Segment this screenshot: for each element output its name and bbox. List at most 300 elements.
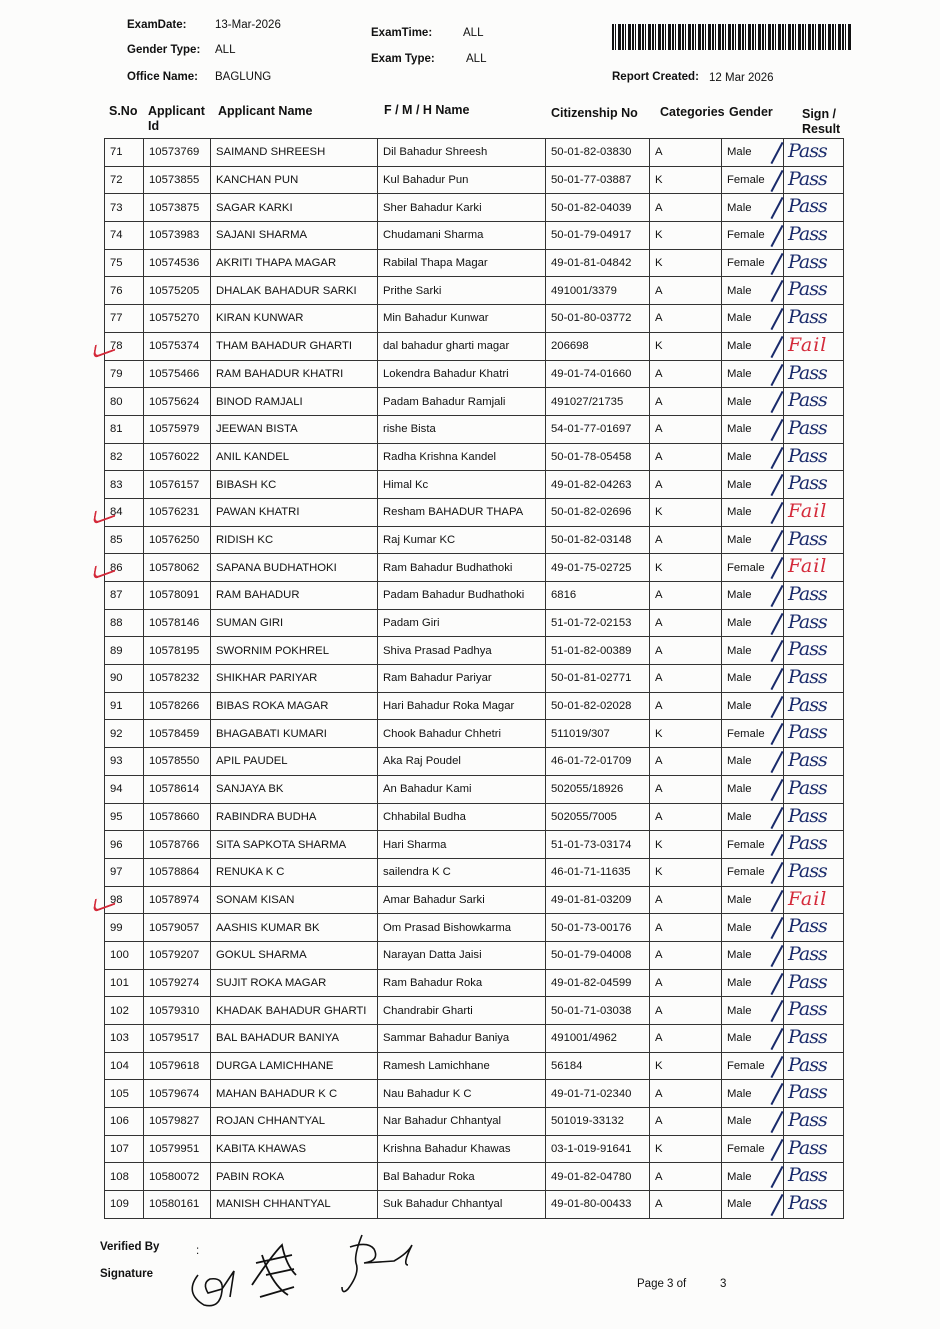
- cell-category: K: [650, 332, 722, 360]
- exam-time-label: ExamTime:: [371, 27, 433, 39]
- cell-sno: 106: [105, 1108, 144, 1136]
- cell-sign-result: [784, 637, 844, 665]
- cell-gender: Male: [722, 803, 784, 831]
- cell-category: A: [650, 1163, 722, 1191]
- col-gender: Gender: [729, 105, 773, 119]
- cell-fmh-name: Hari Sharma: [378, 831, 546, 859]
- cell-applicant-name: ANIL KANDEL: [211, 443, 378, 471]
- cell-fmh-name: Lokendra Bahadur Khatri: [378, 360, 546, 388]
- cell-category: A: [650, 665, 722, 693]
- cell-citizenship: 50-01-79-04917: [546, 222, 650, 250]
- cell-applicant-name: BIBASH KC: [211, 471, 378, 499]
- table-row: [105, 415, 844, 443]
- cell-fmh-name: Kul Bahadur Pun: [378, 166, 546, 194]
- cell-applicant-id: 10576157: [144, 471, 211, 499]
- cell-sign-result: [784, 166, 844, 194]
- cell-sno: 74: [105, 222, 144, 250]
- cell-fmh-name: Sammar Bahadur Baniya: [378, 1025, 546, 1053]
- cell-fmh-name: Raj Kumar KC: [378, 526, 546, 554]
- cell-citizenship: 511019/307: [546, 720, 650, 748]
- cell-citizenship: 49-01-81-03209: [546, 886, 650, 914]
- table-row: [105, 748, 844, 776]
- cell-gender: Female: [722, 222, 784, 250]
- cell-applicant-name: KHADAK BAHADUR GHARTI: [211, 997, 378, 1025]
- cell-applicant-name: THAM BAHADUR GHARTI: [211, 332, 378, 360]
- cell-citizenship: 50-01-79-04008: [546, 941, 650, 969]
- cell-sign-result: [784, 249, 844, 277]
- result-mark: Pass: [788, 610, 827, 633]
- cell-sign-result: [784, 997, 844, 1025]
- result-mark: Pass: [788, 1136, 827, 1159]
- cell-citizenship: 491001/4962: [546, 1025, 650, 1053]
- table-row: [105, 665, 844, 693]
- cell-applicant-name: AASHIS KUMAR BK: [211, 914, 378, 942]
- cell-sno: 98: [105, 886, 144, 914]
- cell-sno: 76: [105, 277, 144, 305]
- cell-sno: 93: [105, 748, 144, 776]
- cell-sno: 100: [105, 941, 144, 969]
- cell-citizenship: 50-01-82-04039: [546, 194, 650, 222]
- cell-applicant-name: SHIKHAR PARIYAR: [211, 665, 378, 693]
- cell-gender: Male: [722, 443, 784, 471]
- cell-applicant-id: 10579274: [144, 969, 211, 997]
- cell-gender: Male: [722, 692, 784, 720]
- table-row: [105, 886, 844, 914]
- cell-category: K: [650, 222, 722, 250]
- cell-applicant-name: SAGAR KARKI: [211, 194, 378, 222]
- cell-fmh-name: Nar Bahadur Chhantyal: [378, 1108, 546, 1136]
- cell-applicant-name: RABINDRA BUDHA: [211, 803, 378, 831]
- cell-sign-result: [784, 1080, 844, 1108]
- cell-category: A: [650, 969, 722, 997]
- cell-category: A: [650, 914, 722, 942]
- cell-applicant-name: DHALAK BAHADUR SARKI: [211, 277, 378, 305]
- cell-applicant-name: BINOD RAMJALI: [211, 388, 378, 416]
- cell-applicant-name: SUMAN GIRI: [211, 609, 378, 637]
- result-mark: Pass: [788, 361, 827, 384]
- table-row: [105, 194, 844, 222]
- cell-applicant-id: 10575624: [144, 388, 211, 416]
- table-row: [105, 388, 844, 416]
- cell-category: A: [650, 1080, 722, 1108]
- result-mark: Pass: [788, 1081, 827, 1104]
- cell-applicant-id: 10578195: [144, 637, 211, 665]
- cell-sign-result: [784, 1052, 844, 1080]
- cell-category: A: [650, 1108, 722, 1136]
- cell-sno: 72: [105, 166, 144, 194]
- cell-sign-result: [784, 941, 844, 969]
- cell-sign-result: [784, 388, 844, 416]
- cell-fmh-name: sailendra K C: [378, 858, 546, 886]
- office-name-value: BAGLUNG: [215, 71, 272, 83]
- cell-sign-result: [784, 969, 844, 997]
- cell-sno: 79: [105, 360, 144, 388]
- cell-fmh-name: Hari Bahadur Roka Magar: [378, 692, 546, 720]
- cell-applicant-id: 10573855: [144, 166, 211, 194]
- cell-sign-result: [784, 498, 844, 526]
- cell-citizenship: 03-1-019-91641: [546, 1135, 650, 1163]
- cell-applicant-name: MAHAN BAHADUR K C: [211, 1080, 378, 1108]
- cell-category: A: [650, 775, 722, 803]
- cell-gender: Male: [722, 332, 784, 360]
- cell-applicant-name: RAM BAHADUR KHATRI: [211, 360, 378, 388]
- cell-category: A: [650, 360, 722, 388]
- cell-applicant-id: 10578146: [144, 609, 211, 637]
- cell-applicant-id: 10575466: [144, 360, 211, 388]
- cell-sno: 90: [105, 665, 144, 693]
- cell-applicant-id: 10574536: [144, 249, 211, 277]
- cell-applicant-id: 10579827: [144, 1108, 211, 1136]
- cell-fmh-name: Ram Bahadur Budhathoki: [378, 554, 546, 582]
- cell-sign-result: [784, 526, 844, 554]
- cell-category: A: [650, 1191, 722, 1219]
- cell-sign-result: [784, 831, 844, 859]
- col-applicant-name: Applicant Name: [218, 104, 313, 118]
- cell-sno: 71: [105, 139, 144, 167]
- cell-citizenship: 50-01-82-03148: [546, 526, 650, 554]
- cell-gender: Male: [722, 1080, 784, 1108]
- table-row: [105, 1080, 844, 1108]
- result-mark: Pass: [788, 942, 827, 965]
- result-mark: Fail: [788, 887, 828, 910]
- cell-citizenship: 502055/7005: [546, 803, 650, 831]
- cell-citizenship: 46-01-71-11635: [546, 858, 650, 886]
- cell-citizenship: 50-01-80-03772: [546, 305, 650, 333]
- cell-applicant-name: DURGA LAMICHHANE: [211, 1052, 378, 1080]
- cell-sign-result: [784, 554, 844, 582]
- col-sign-result: Sign / Result: [802, 107, 841, 136]
- cell-sno: 87: [105, 582, 144, 610]
- cell-applicant-id: 10578266: [144, 692, 211, 720]
- table-row: [105, 1108, 844, 1136]
- gender-type-label: Gender Type:: [127, 44, 201, 56]
- cell-citizenship: 51-01-82-00389: [546, 637, 650, 665]
- cell-sno: 77: [105, 305, 144, 333]
- result-mark: Pass: [788, 416, 827, 439]
- exam-date-value: 13-Mar-2026: [215, 19, 281, 31]
- table-row: [105, 803, 844, 831]
- applicant-table: [104, 138, 844, 1219]
- cell-fmh-name: Chudamani Sharma: [378, 222, 546, 250]
- cell-applicant-id: 10578864: [144, 858, 211, 886]
- cell-citizenship: 206698: [546, 332, 650, 360]
- col-applicant-id: Applicant Id: [148, 104, 205, 133]
- cell-sno: 88: [105, 609, 144, 637]
- cell-category: A: [650, 803, 722, 831]
- office-name-label: Office Name:: [127, 71, 198, 83]
- cell-fmh-name: Chhabilal Budha: [378, 803, 546, 831]
- cell-citizenship: 51-01-72-02153: [546, 609, 650, 637]
- result-mark: Pass: [788, 1109, 827, 1132]
- table-row: [105, 1135, 844, 1163]
- cell-sign-result: [784, 194, 844, 222]
- report-created-value: 12 Mar 2026: [709, 72, 774, 84]
- cell-fmh-name: Rabilal Thapa Magar: [378, 249, 546, 277]
- result-mark: Pass: [788, 749, 827, 772]
- red-check-mark: [93, 503, 118, 525]
- cell-sno: 109: [105, 1191, 144, 1219]
- cell-applicant-name: PABIN ROKA: [211, 1163, 378, 1191]
- cell-gender: Male: [722, 360, 784, 388]
- cell-applicant-name: SONAM KISAN: [211, 886, 378, 914]
- cell-applicant-id: 10573875: [144, 194, 211, 222]
- cell-citizenship: 49-01-74-01660: [546, 360, 650, 388]
- cell-fmh-name: An Bahadur Kami: [378, 775, 546, 803]
- result-mark: Fail: [788, 555, 828, 578]
- cell-citizenship: 50-01-82-02696: [546, 498, 650, 526]
- cell-gender: Male: [722, 582, 784, 610]
- cell-sign-result: [784, 609, 844, 637]
- table-row: [105, 941, 844, 969]
- cell-applicant-name: SAJANI SHARMA: [211, 222, 378, 250]
- cell-sno: 84: [105, 498, 144, 526]
- handwritten-signatures: [180, 1225, 420, 1310]
- cell-category: A: [650, 1025, 722, 1053]
- result-mark: Pass: [788, 583, 827, 605]
- result-mark: Pass: [788, 223, 827, 246]
- cell-applicant-id: 10579310: [144, 997, 211, 1025]
- cell-applicant-id: 10579618: [144, 1052, 211, 1080]
- cell-citizenship: 51-01-73-03174: [546, 831, 650, 859]
- cell-citizenship: 49-01-75-02725: [546, 554, 650, 582]
- cell-category: K: [650, 249, 722, 277]
- cell-fmh-name: Prithe Sarki: [378, 277, 546, 305]
- cell-applicant-name: RENUKA K C: [211, 858, 378, 886]
- cell-sign-result: [784, 803, 844, 831]
- table-row: [105, 1163, 844, 1191]
- cell-sign-result: [784, 360, 844, 388]
- cell-sno: 86: [105, 554, 144, 582]
- result-mark: Pass: [788, 1164, 827, 1187]
- cell-sign-result: [784, 1135, 844, 1163]
- cell-fmh-name: rishe Bista: [378, 415, 546, 443]
- exam-type-value: ALL: [466, 53, 487, 65]
- cell-category: A: [650, 277, 722, 305]
- cell-gender: Male: [722, 139, 784, 167]
- result-mark: Pass: [788, 140, 827, 162]
- page-total: 3: [720, 1278, 727, 1290]
- cell-applicant-name: KANCHAN PUN: [211, 166, 378, 194]
- table-row: [105, 305, 844, 333]
- cell-applicant-id: 10575270: [144, 305, 211, 333]
- cell-applicant-name: PAWAN KHATRI: [211, 498, 378, 526]
- result-mark: Pass: [788, 804, 827, 827]
- cell-category: A: [650, 194, 722, 222]
- table-row: [105, 637, 844, 665]
- cell-category: A: [650, 526, 722, 554]
- table-row: [105, 277, 844, 305]
- col-categories: Categories: [660, 105, 725, 119]
- cell-fmh-name: Himal Kc: [378, 471, 546, 499]
- cell-category: K: [650, 1135, 722, 1163]
- cell-applicant-name: BIBAS ROKA MAGAR: [211, 692, 378, 720]
- cell-applicant-name: SAIMAND SHREESH: [211, 139, 378, 167]
- cell-citizenship: 501019-33132: [546, 1108, 650, 1136]
- table-row: [105, 1052, 844, 1080]
- cell-fmh-name: Dil Bahadur Shreesh: [378, 139, 546, 167]
- cell-applicant-id: 10575205: [144, 277, 211, 305]
- cell-fmh-name: Krishna Bahadur Khawas: [378, 1135, 546, 1163]
- cell-category: A: [650, 997, 722, 1025]
- cell-applicant-name: RAM BAHADUR: [211, 582, 378, 610]
- cell-applicant-id: 10579951: [144, 1135, 211, 1163]
- cell-sno: 102: [105, 997, 144, 1025]
- result-mark: Pass: [788, 195, 827, 218]
- cell-category: A: [650, 941, 722, 969]
- result-mark: Fail: [788, 333, 828, 356]
- red-check-mark: [93, 558, 118, 580]
- cell-citizenship: 502055/18926: [546, 775, 650, 803]
- result-mark: Pass: [788, 666, 827, 689]
- cell-fmh-name: Om Prasad Bishowkarma: [378, 914, 546, 942]
- cell-sign-result: [784, 471, 844, 499]
- cell-applicant-id: 10578459: [144, 720, 211, 748]
- result-mark: Pass: [788, 527, 827, 550]
- exam-date-label: ExamDate:: [127, 19, 187, 31]
- page-label: Page 3 of: [637, 1278, 687, 1290]
- cell-gender: Male: [722, 609, 784, 637]
- result-mark: Pass: [788, 250, 827, 273]
- cell-citizenship: 6816: [546, 582, 650, 610]
- table-row: [105, 720, 844, 748]
- cell-applicant-id: 10579057: [144, 914, 211, 942]
- cell-applicant-name: ROJAN CHHANTYAL: [211, 1108, 378, 1136]
- cell-sno: 82: [105, 443, 144, 471]
- verified-by-label: Verified By: [100, 1241, 160, 1253]
- result-mark: Pass: [788, 167, 827, 190]
- cell-applicant-id: 10578766: [144, 831, 211, 859]
- cell-fmh-name: Suk Bahadur Chhantyal: [378, 1191, 546, 1219]
- cell-fmh-name: Nau Bahadur K C: [378, 1080, 546, 1108]
- cell-fmh-name: Amar Bahadur Sarki: [378, 886, 546, 914]
- cell-sign-result: [784, 443, 844, 471]
- cell-fmh-name: Padam Giri: [378, 609, 546, 637]
- cell-applicant-name: BHAGABATI KUMARI: [211, 720, 378, 748]
- cell-gender: Male: [722, 997, 784, 1025]
- cell-sign-result: [784, 1191, 844, 1219]
- cell-category: K: [650, 554, 722, 582]
- cell-sno: 103: [105, 1025, 144, 1053]
- table-row: [105, 858, 844, 886]
- table-row: [105, 1191, 844, 1219]
- cell-citizenship: 49-01-82-04599: [546, 969, 650, 997]
- table-row: [105, 554, 844, 582]
- cell-applicant-id: 10578062: [144, 554, 211, 582]
- cell-citizenship: 49-01-82-04263: [546, 471, 650, 499]
- cell-category: K: [650, 831, 722, 859]
- cell-applicant-id: 10576022: [144, 443, 211, 471]
- cell-gender: Male: [722, 914, 784, 942]
- cell-gender: Female: [722, 1135, 784, 1163]
- cell-gender: Male: [722, 886, 784, 914]
- cell-sno: 104: [105, 1052, 144, 1080]
- verified-by-colon: :: [196, 1245, 200, 1257]
- cell-fmh-name: Bal Bahadur Roka: [378, 1163, 546, 1191]
- cell-applicant-id: 10575979: [144, 415, 211, 443]
- result-mark: Pass: [788, 859, 827, 882]
- cell-applicant-name: SITA SAPKOTA SHARMA: [211, 831, 378, 859]
- table-row: [105, 222, 844, 250]
- cell-gender: Male: [722, 498, 784, 526]
- cell-sign-result: [784, 582, 844, 610]
- cell-sno: 105: [105, 1080, 144, 1108]
- col-citizenship: Citizenship No: [551, 106, 638, 120]
- cell-sign-result: [784, 1025, 844, 1053]
- cell-applicant-id: 10579674: [144, 1080, 211, 1108]
- cell-fmh-name: Padam Bahadur Ramjali: [378, 388, 546, 416]
- result-mark: Pass: [788, 1053, 827, 1076]
- cell-sno: 78: [105, 332, 144, 360]
- cell-fmh-name: dal bahadur gharti magar: [378, 332, 546, 360]
- table-row: [105, 609, 844, 637]
- table-row: [105, 526, 844, 554]
- col-fmh-name: F / M / H Name: [384, 103, 470, 117]
- cell-gender: Female: [722, 249, 784, 277]
- result-mark: Pass: [788, 1026, 827, 1048]
- cell-category: A: [650, 637, 722, 665]
- table-row: [105, 582, 844, 610]
- cell-gender: Male: [722, 305, 784, 333]
- cell-sno: 91: [105, 692, 144, 720]
- cell-applicant-name: RIDISH KC: [211, 526, 378, 554]
- cell-sign-result: [784, 1163, 844, 1191]
- cell-citizenship: 49-01-82-04780: [546, 1163, 650, 1191]
- cell-fmh-name: Chook Bahadur Chhetri: [378, 720, 546, 748]
- cell-gender: Male: [722, 194, 784, 222]
- cell-sno: 89: [105, 637, 144, 665]
- cell-applicant-id: 10573983: [144, 222, 211, 250]
- cell-sign-result: [784, 748, 844, 776]
- cell-sign-result: [784, 1108, 844, 1136]
- cell-fmh-name: Shiva Prasad Padhya: [378, 637, 546, 665]
- cell-category: A: [650, 443, 722, 471]
- table-row: [105, 969, 844, 997]
- cell-applicant-name: GOKUL SHARMA: [211, 941, 378, 969]
- barcode: [612, 24, 852, 50]
- red-check-mark: [93, 337, 118, 359]
- result-mark: Pass: [788, 278, 827, 301]
- exam-type-label: Exam Type:: [371, 53, 435, 65]
- result-mark: Fail: [788, 499, 828, 522]
- signature-label: Signature: [100, 1268, 154, 1280]
- cell-category: A: [650, 692, 722, 720]
- cell-applicant-id: 10579517: [144, 1025, 211, 1053]
- cell-sno: 97: [105, 858, 144, 886]
- cell-sno: 75: [105, 249, 144, 277]
- cell-citizenship: 46-01-72-01709: [546, 748, 650, 776]
- cell-sign-result: [784, 222, 844, 250]
- cell-citizenship: 50-01-71-03038: [546, 997, 650, 1025]
- cell-category: A: [650, 305, 722, 333]
- cell-gender: Male: [722, 1191, 784, 1219]
- cell-sno: 96: [105, 831, 144, 859]
- cell-applicant-name: SANJAYA BK: [211, 775, 378, 803]
- cell-fmh-name: Sher Bahadur Karki: [378, 194, 546, 222]
- cell-fmh-name: Chandrabir Gharti: [378, 997, 546, 1025]
- cell-citizenship: 491001/3379: [546, 277, 650, 305]
- cell-applicant-id: 10576250: [144, 526, 211, 554]
- col-sno: S.No: [109, 104, 138, 118]
- cell-sign-result: [784, 858, 844, 886]
- cell-applicant-name: JEEWAN BISTA: [211, 415, 378, 443]
- cell-gender: Female: [722, 720, 784, 748]
- result-mark: Pass: [788, 776, 827, 799]
- cell-applicant-id: 10578660: [144, 803, 211, 831]
- cell-gender: Male: [722, 415, 784, 443]
- cell-sign-result: [784, 139, 844, 167]
- cell-sno: 85: [105, 526, 144, 554]
- cell-category: A: [650, 388, 722, 416]
